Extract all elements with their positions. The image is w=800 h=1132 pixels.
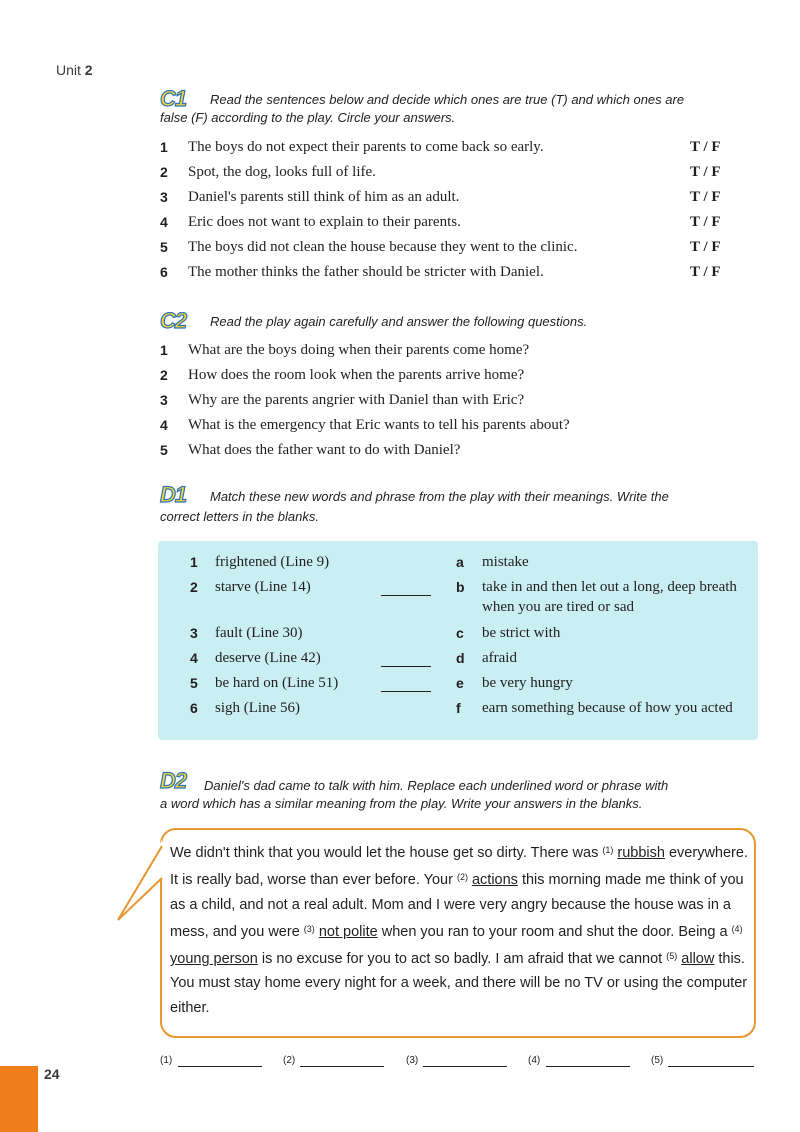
c2-item — [0, 415, 800, 435]
true-false-choice[interactable]: T / F — [690, 164, 721, 180]
word-text: fault (Line 30) — [215, 625, 303, 641]
answer-label-4: (4) — [528, 1055, 541, 1066]
item-text: Daniel's parents still think of him as an adult. — [188, 189, 460, 205]
item-number: 4 — [160, 214, 168, 230]
word-text: sigh (Line 56) — [215, 700, 300, 716]
meaning-letter: f — [456, 700, 461, 716]
matching-row — [0, 623, 800, 643]
c2-item — [0, 340, 800, 360]
d2-instruction-line1: Daniel's dad came to talk with him. Replace each underlined word or phrase with — [204, 778, 669, 793]
word-text: frightened (Line 9) — [215, 554, 330, 570]
item-number: 2 — [160, 367, 168, 383]
meaning-text: take in and then let out a long, deep breath when you are tired or sad — [482, 579, 737, 615]
answer-blank-1[interactable] — [178, 1066, 262, 1067]
true-false-choice[interactable]: T / F — [690, 189, 721, 205]
answer-blank-5[interactable] — [668, 1066, 754, 1067]
word-text: starve (Line 14) — [215, 579, 311, 595]
unit-label: Unit 2 — [56, 62, 93, 78]
underlined-word-1: rubbish — [617, 845, 665, 861]
answer-label-3: (3) — [406, 1055, 419, 1066]
item-number: 2 — [160, 164, 168, 180]
underlined-word-2: actions — [471, 872, 518, 889]
item-text: The mother thinks the father should be stricter with Daniel. — [188, 264, 544, 280]
item-number: 6 — [160, 264, 168, 280]
c1-item — [0, 212, 800, 232]
underlined-word-4: young person — [170, 951, 258, 968]
true-false-choice[interactable]: T / F — [690, 139, 721, 155]
word-number: 5 — [190, 675, 198, 691]
c2-item — [0, 365, 800, 385]
true-false-choice[interactable]: T / F — [690, 264, 721, 280]
answer-blank-4[interactable] — [546, 1066, 630, 1067]
meaning-text: afraid — [482, 650, 517, 666]
true-false-choice[interactable]: T / F — [690, 239, 721, 255]
item-text: What is the emergency that Eric wants to tell his parents about? — [188, 417, 570, 433]
c2-instruction: Read the play again carefully and answer the following questions. — [210, 314, 588, 329]
underlined-word-5: allow — [681, 951, 715, 968]
answer-blank-3[interactable] — [423, 1066, 507, 1067]
item-number: 3 — [160, 189, 168, 205]
item-number: 3 — [160, 392, 168, 408]
item-text: What are the boys doing when their parents come home? — [188, 342, 530, 358]
dad-letter-text: We didn't think that you would let the house get so dirty. There was $^{(1)}$ rubbish everywhere. It is really bad, worse than ever before. Your $^{(2)}$ actions this morning made me think of you as a child, and not a real adult. Mom and I were very angry because the house was in a mess, and you were $^{(3)}$ not polite when you ran to your room and shut the door. Being a $^{(4)}$ young person is no excuse for you to act so badly. I am afraid that we cannot $^{(5)}$ allow this. You must stay home every night for a week, and there will be no TV or using the computer either. — [170, 845, 748, 1016]
page-number: 24 — [44, 1066, 60, 1082]
page-corner-tab — [0, 1066, 38, 1132]
answer-label-5: (5) — [651, 1055, 664, 1066]
answer-blank[interactable] — [381, 579, 431, 596]
c1-item — [0, 262, 800, 282]
word-number: 3 — [190, 625, 198, 641]
c2-item — [0, 440, 800, 460]
speech-bubble-tail — [116, 838, 164, 928]
item-number: 1 — [160, 342, 168, 358]
word-number: 6 — [190, 700, 198, 716]
section-badge-d2: D2 — [160, 768, 187, 793]
item-number: 5 — [160, 239, 168, 255]
item-number: 5 — [160, 442, 168, 458]
d1-instruction-line1: Match these new words and phrase from the play with their meanings. Write the — [210, 489, 669, 504]
item-text: Why are the parents angrier with Daniel than with Eric? — [188, 392, 525, 408]
item-text: What does the father want to do with Daniel? — [188, 442, 461, 458]
c1-instruction-line2: false (F) according to the play. Circle your answers. — [160, 110, 456, 125]
word-number: 2 — [190, 579, 198, 595]
underlined-word-3: not polite — [318, 923, 378, 940]
word-text: deserve (Line 42) — [215, 650, 321, 666]
item-text: Spot, the dog, looks full of life. — [188, 164, 376, 180]
meaning-letter: e — [456, 675, 464, 691]
matching-row — [0, 673, 800, 693]
d1-instruction-line2: correct letters in the blanks. — [160, 509, 319, 524]
meaning-letter: a — [456, 554, 464, 570]
item-text: The boys did not clean the house because they went to the clinic. — [188, 239, 578, 255]
section-badge-c2: C2 — [160, 308, 187, 333]
item-text: The boys do not expect their parents to come back so early. — [188, 139, 544, 155]
answer-label-2: (2) — [283, 1055, 296, 1066]
meaning-letter: d — [456, 650, 465, 666]
meaning-text: be very hungry — [482, 675, 573, 691]
c1-item — [0, 187, 800, 207]
true-false-choice[interactable]: T / F — [690, 214, 721, 230]
c1-item — [0, 137, 800, 157]
answer-blank[interactable] — [381, 675, 431, 692]
section-badge-d1: D1 — [160, 482, 187, 507]
word-text: be hard on (Line 51) — [215, 675, 339, 691]
matching-row — [0, 552, 800, 572]
meaning-text: mistake — [482, 554, 529, 570]
item-number: 4 — [160, 417, 168, 433]
word-number: 4 — [190, 650, 198, 666]
answer-blank-2[interactable] — [300, 1066, 384, 1067]
item-text: Eric does not want to explain to their parents. — [188, 214, 461, 230]
answer-label-1: (1) — [160, 1055, 173, 1066]
d2-instruction-line2: a word which has a similar meaning from the play. Write your answers in the blanks. — [160, 796, 643, 811]
meaning-text: be strict with — [482, 625, 561, 641]
c1-instruction-line1: Read the sentences below and decide which ones are true (T) and which ones are — [210, 92, 685, 107]
section-badge-c1: C1 — [160, 86, 187, 111]
word-number: 1 — [190, 554, 198, 570]
meaning-text: earn something because of how you acted — [482, 700, 733, 716]
meaning-letter: b — [456, 579, 465, 595]
meaning-letter: c — [456, 625, 464, 641]
matching-row — [0, 577, 800, 617]
item-text: How does the room look when the parents arrive home? — [188, 367, 525, 383]
c2-item — [0, 390, 800, 410]
answer-blank[interactable] — [381, 650, 431, 667]
item-number: 1 — [160, 139, 168, 155]
c1-item — [0, 162, 800, 182]
matching-row — [0, 698, 800, 738]
matching-row — [0, 648, 800, 668]
c1-item — [0, 237, 800, 257]
